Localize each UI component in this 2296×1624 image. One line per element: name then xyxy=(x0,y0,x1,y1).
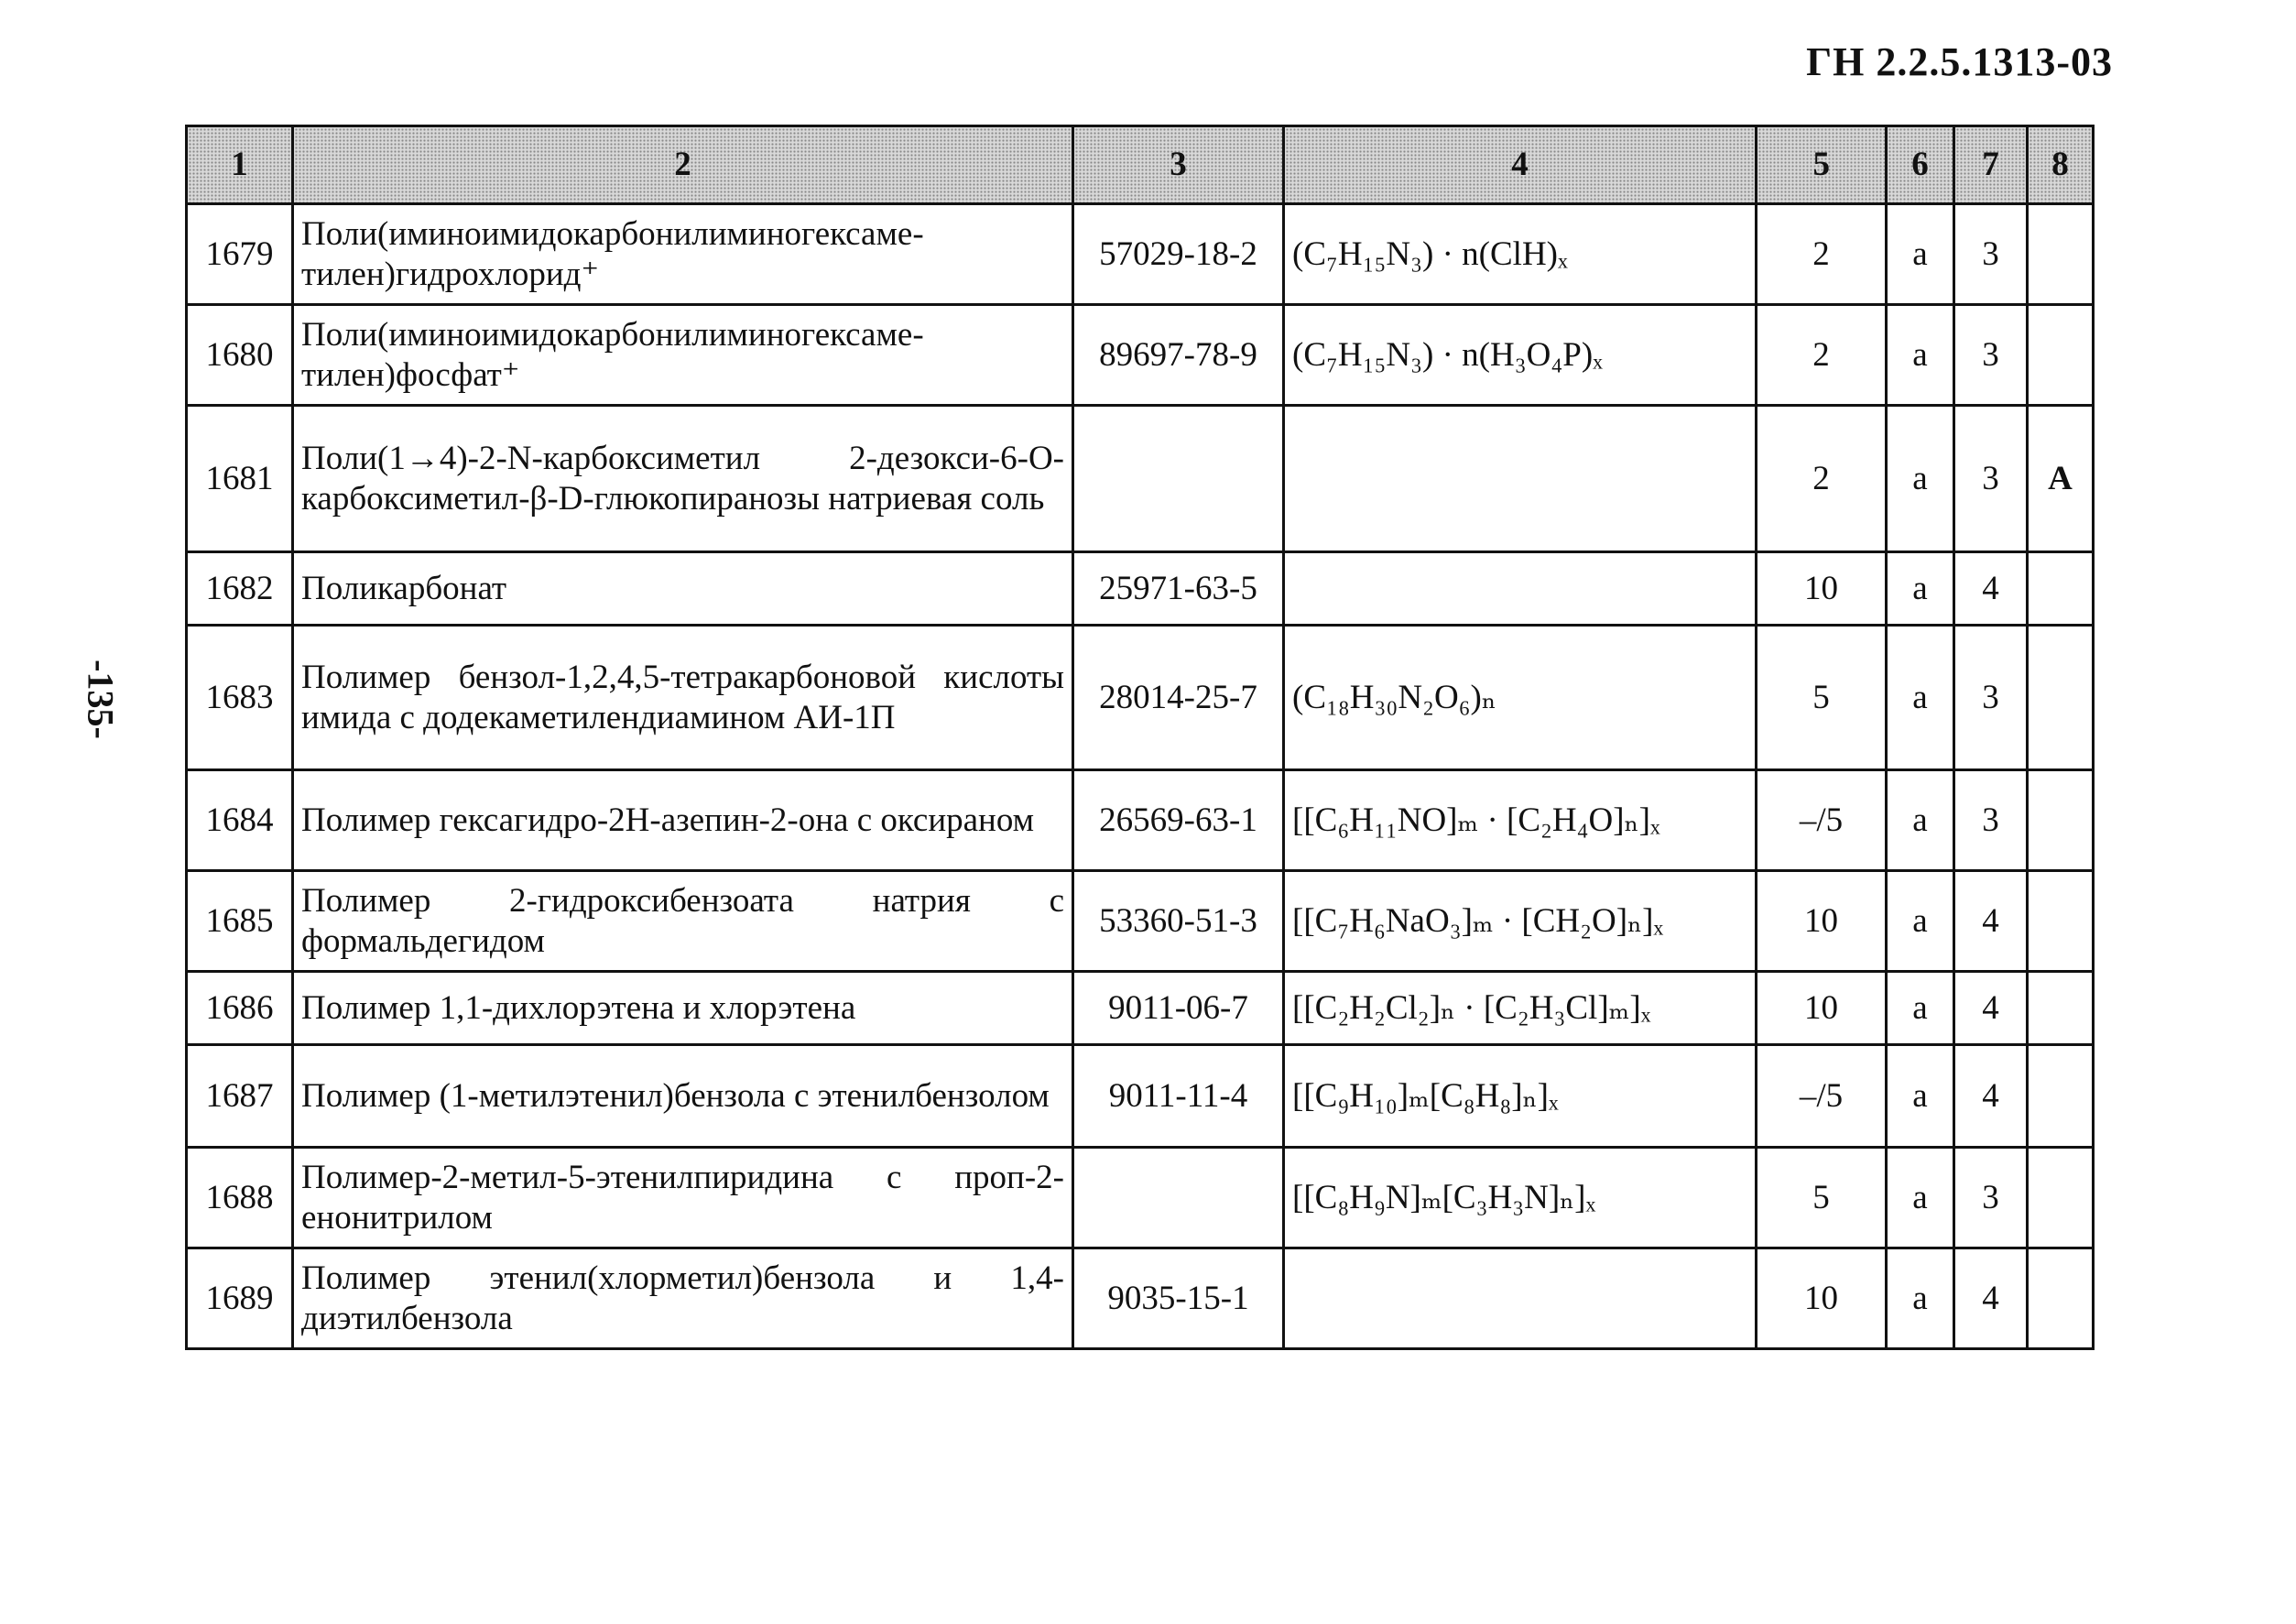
aggregate-state: a xyxy=(1887,871,1954,972)
row-number: 1680 xyxy=(187,305,293,406)
cas-number xyxy=(1073,406,1284,552)
effect-note xyxy=(2028,1148,2094,1248)
mpc-value: 5 xyxy=(1757,1148,1887,1248)
table-row xyxy=(187,1045,2094,1148)
effect-note xyxy=(2028,871,2094,972)
effect-note xyxy=(2028,204,2094,305)
column-header: 4 xyxy=(1284,126,1757,204)
row-number: 1681 xyxy=(187,406,293,552)
aggregate-state: a xyxy=(1887,972,1954,1045)
hazard-class: 3 xyxy=(1954,1148,2028,1248)
cas-number: 57029-18-2 xyxy=(1073,204,1284,305)
mpc-value: 10 xyxy=(1757,871,1887,972)
row-number: 1689 xyxy=(187,1248,293,1349)
formula: [[C₂H₂Cl₂]ₙ · [C₂H₃Cl]ₘ]ₓ xyxy=(1284,972,1757,1045)
aggregate-state: a xyxy=(1887,626,1954,770)
hazard-class: 4 xyxy=(1954,871,2028,972)
table-row xyxy=(187,305,2094,406)
cas-number: 53360-51-3 xyxy=(1073,871,1284,972)
table-row xyxy=(187,770,2094,871)
row-number: 1684 xyxy=(187,770,293,871)
cas-number: 89697-78-9 xyxy=(1073,305,1284,406)
table-row xyxy=(187,1248,2094,1349)
substances-table xyxy=(185,125,2095,1350)
effect-note xyxy=(2028,626,2094,770)
formula xyxy=(1284,1248,1757,1349)
effect-note: A xyxy=(2028,406,2094,552)
column-header: 2 xyxy=(293,126,1073,204)
aggregate-state: a xyxy=(1887,204,1954,305)
cas-number: 9011-11-4 xyxy=(1073,1045,1284,1148)
table-row xyxy=(187,204,2094,305)
hazard-class: 3 xyxy=(1954,204,2028,305)
substance-name: Поли(иминоимидокарбонилиминогексаме-тилен)фосфат⁺ xyxy=(293,305,1073,406)
formula: [[C₉H₁₀]ₘ[C₈H₈]ₙ]ₓ xyxy=(1284,1045,1757,1148)
column-header: 7 xyxy=(1954,126,2028,204)
column-header: 3 xyxy=(1073,126,1284,204)
mpc-value: 10 xyxy=(1757,972,1887,1045)
substance-name: Поли(иминоимидокарбонилиминогексаме-тилен)гидрохлорид⁺ xyxy=(293,204,1073,305)
effect-note xyxy=(2028,552,2094,626)
effect-note xyxy=(2028,1045,2094,1148)
formula: [[C₈H₉N]ₘ[C₃H₃N]ₙ]ₓ xyxy=(1284,1148,1757,1248)
hazard-class: 4 xyxy=(1954,1248,2028,1349)
mpc-value: 10 xyxy=(1757,1248,1887,1349)
document-code: ГН 2.2.5.1313-03 xyxy=(1806,39,2113,84)
substance-name: Полимер-2-метил-5-этенилпиридина с проп-2-енонитрилом xyxy=(293,1148,1073,1248)
hazard-class: 3 xyxy=(1954,305,2028,406)
hazard-class: 4 xyxy=(1954,1045,2028,1148)
mpc-value: 2 xyxy=(1757,305,1887,406)
substance-name: Полимер 1,1-дихлорэтена и хлорэтена xyxy=(293,972,1073,1045)
aggregate-state: a xyxy=(1887,552,1954,626)
row-number: 1683 xyxy=(187,626,293,770)
table-row xyxy=(187,552,2094,626)
hazard-class: 3 xyxy=(1954,626,2028,770)
aggregate-state: a xyxy=(1887,305,1954,406)
row-number: 1685 xyxy=(187,871,293,972)
table-row xyxy=(187,871,2094,972)
substance-name: Полимер этенил(хлорметил)бензола и 1,4-диэтилбензола xyxy=(293,1248,1073,1349)
column-header: 6 xyxy=(1887,126,1954,204)
row-number: 1682 xyxy=(187,552,293,626)
substance-name: Полимер бензол-1,2,4,5-тетракарбоновой кислоты имида с додекаметилендиамином АИ-1П xyxy=(293,626,1073,770)
row-number: 1688 xyxy=(187,1148,293,1248)
hazard-class: 4 xyxy=(1954,552,2028,626)
table-row xyxy=(187,626,2094,770)
mpc-value: –/5 xyxy=(1757,1045,1887,1148)
aggregate-state: a xyxy=(1887,1045,1954,1148)
formula: (C₇H₁₅N₃) · n(H₃O₄P)ₓ xyxy=(1284,305,1757,406)
hazard-class: 4 xyxy=(1954,972,2028,1045)
cas-number: 9011-06-7 xyxy=(1073,972,1284,1045)
row-number: 1686 xyxy=(187,972,293,1045)
column-header: 8 xyxy=(2028,126,2094,204)
column-header: 1 xyxy=(187,126,293,204)
row-number: 1687 xyxy=(187,1045,293,1148)
table-row xyxy=(187,972,2094,1045)
page-number: -135- xyxy=(80,659,122,739)
effect-note xyxy=(2028,770,2094,871)
mpc-value: 2 xyxy=(1757,406,1887,552)
formula: (C₇H₁₅N₃) · n(ClH)ₓ xyxy=(1284,204,1757,305)
aggregate-state: a xyxy=(1887,1248,1954,1349)
cas-number: 28014-25-7 xyxy=(1073,626,1284,770)
aggregate-state: a xyxy=(1887,1148,1954,1248)
cas-number: 25971-63-5 xyxy=(1073,552,1284,626)
cas-number xyxy=(1073,1148,1284,1248)
mpc-value: 5 xyxy=(1757,626,1887,770)
mpc-value: –/5 xyxy=(1757,770,1887,871)
table-row xyxy=(187,406,2094,552)
row-number: 1679 xyxy=(187,204,293,305)
mpc-value: 2 xyxy=(1757,204,1887,305)
substance-name: Поли(1→4)-2-N-карбоксиметил 2-дезокси-6-O-карбоксиметил-β-D-глюкопиранозы натриевая соль xyxy=(293,406,1073,552)
hazard-class: 3 xyxy=(1954,770,2028,871)
substance-name: Полимер 2-гидроксибензоата натрия с формальдегидом xyxy=(293,871,1073,972)
substance-name: Полимер гексагидро-2Н-азепин-2-она с оксираном xyxy=(293,770,1073,871)
aggregate-state: a xyxy=(1887,406,1954,552)
column-header: 5 xyxy=(1757,126,1887,204)
formula: [[C₆H₁₁NO]ₘ · [C₂H₄O]ₙ]ₓ xyxy=(1284,770,1757,871)
effect-note xyxy=(2028,1248,2094,1349)
formula: [[C₇H₆NaO₃]ₘ · [CH₂O]ₙ]ₓ xyxy=(1284,871,1757,972)
cas-number: 9035-15-1 xyxy=(1073,1248,1284,1349)
hazard-class: 3 xyxy=(1954,406,2028,552)
table-row xyxy=(187,1148,2094,1248)
formula xyxy=(1284,406,1757,552)
effect-note xyxy=(2028,972,2094,1045)
aggregate-state: a xyxy=(1887,770,1954,871)
mpc-value: 10 xyxy=(1757,552,1887,626)
effect-note xyxy=(2028,305,2094,406)
substance-name: Полимер (1-метилэтенил)бензола с этенилбензолом xyxy=(293,1045,1073,1148)
cas-number: 26569-63-1 xyxy=(1073,770,1284,871)
substance-name: Поликарбонат xyxy=(293,552,1073,626)
formula: (C₁₈H₃₀N₂O₆)ₙ xyxy=(1284,626,1757,770)
header-row xyxy=(187,126,2094,204)
formula xyxy=(1284,552,1757,626)
